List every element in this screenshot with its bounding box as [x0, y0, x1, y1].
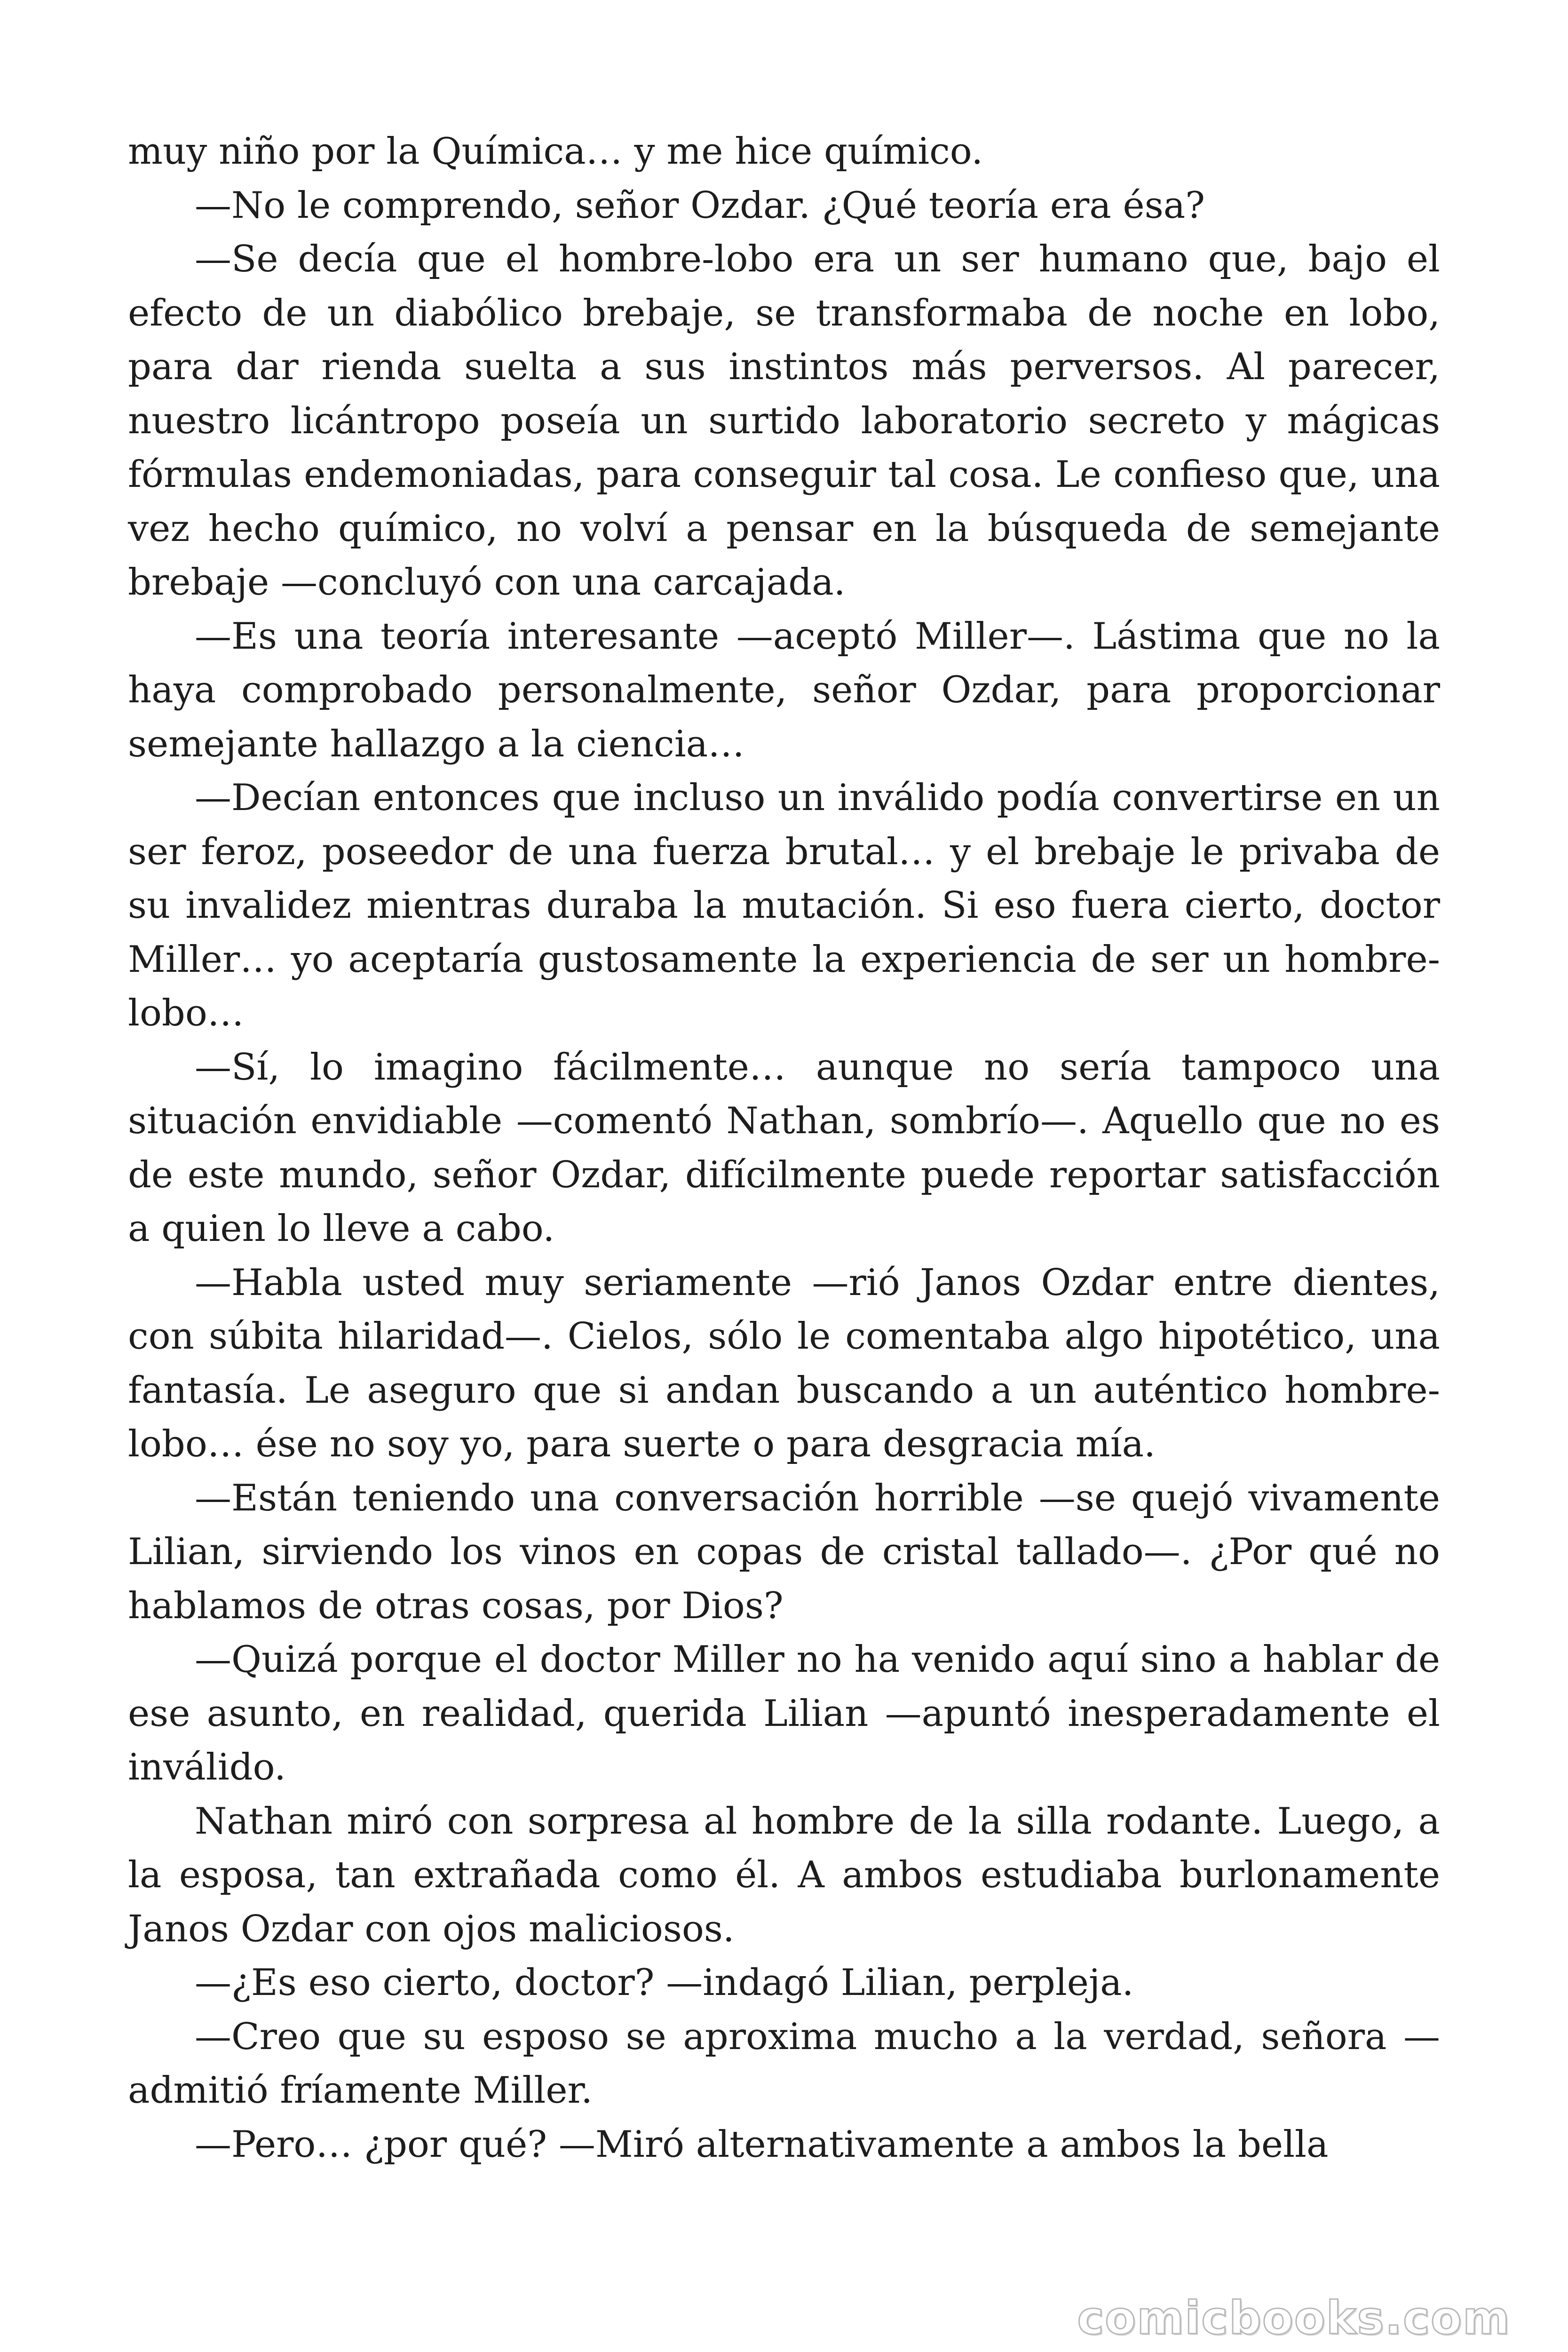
paragraph: —Se decía que el hombre-lobo era un ser humano que, bajo el efecto de un diabólico brebaje, se transformaba de noche en lobo, para dar rienda suelta a sus instintos más perversos. Al parecer, nuestro licántropo poseía un surtido laboratorio secreto y mágicas fórmulas endemoniadas, para conseguir tal cosa. Le confieso que, una vez hecho químico, no volví a pensar en la búsqueda de semejante brebaje —concluyó con una carcajada.	[128, 238, 1440, 604]
paragraph: —Quizá porque el doctor Miller no ha venido aquí sino a hablar de ese asunto, en realidad, querida Lilian —apuntó inesperadamente el inválido.	[128, 1638, 1440, 1788]
paragraph: —Creo que su esposo se aproxima mucho a la verdad, señora —admitió fríamente Miller.	[128, 2015, 1440, 2112]
paragraph: —Decían entonces que incluso un inválido podía convertirse en un ser feroz, poseedor de una fuerza brutal… y el brebaje le privaba de su invalidez mientras duraba la mutación. Si eso fuera cierto, doctor Miller… yo aceptaría gustosamente la experiencia de ser un hombre-lobo…	[128, 777, 1440, 1034]
paragraph: —Están teniendo una conversación horrible —se quejó vivamente Lilian, sirviendo los vinos en copas de cristal tallado—. ¿Por qué no hablamos de otras cosas, por Dios?	[128, 1477, 1440, 1627]
paragraph: —Habla usted muy seriamente —rió Janos Ozdar entre dientes, con súbita hilaridad—. Cielos, sólo le comentaba algo hipotético, una fantasía. Le aseguro que si andan buscando a un auténtico hombre-lobo… ése no soy yo, para suerte o para desgracia mía.	[128, 1261, 1440, 1465]
paragraph: —No le comprendo, señor Ozdar. ¿Qué teoría era ésa?	[195, 184, 1205, 227]
paragraph: —¿Es eso cierto, doctor? —indagó Lilian, perpleja.	[195, 1962, 1134, 2004]
site-watermark: comicbooks.com	[1077, 2292, 1511, 2344]
paragraph-last-line: —Pero… ¿por qué? —Miró alternativamente a ambos la bella	[195, 2123, 1329, 2166]
paragraph-continuation: muy niño por la Química… y me hice químico.	[128, 130, 983, 173]
paragraph: —Es una teoría interesante —aceptó Miller—. Lástima que no la haya comprobado personalmente, señor Ozdar, para proporcionar semejante hallazgo a la ciencia…	[128, 615, 1440, 765]
paragraph: —Sí, lo imagino fácilmente… aunque no sería tampoco una situación envidiable —comentó Nathan, sombrío—. Aquello que no es de este mundo, señor Ozdar, difícilmente puede reportar satisfacción a quien lo lleve a cabo.	[128, 1046, 1440, 1250]
paragraph: Nathan miró con sorpresa al hombre de la silla rodante. Luego, a la esposa, tan extrañada como él. A ambos estudiaba burlonamente Janos Ozdar con ojos maliciosos.	[128, 1800, 1440, 1950]
book-page-text	[128, 125, 1440, 2171]
